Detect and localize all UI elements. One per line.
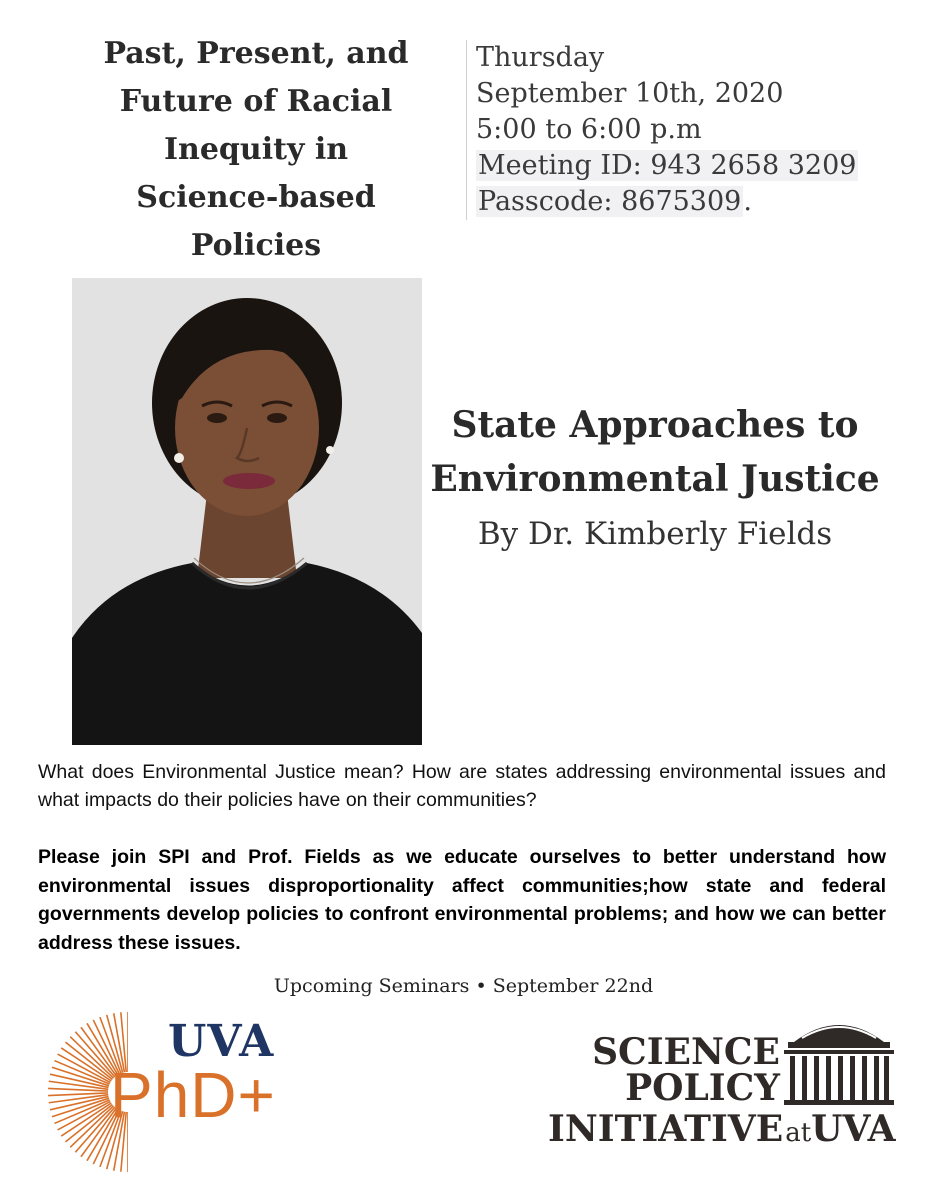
spi-logo (548, 1012, 898, 1157)
invitation: Please join SPI and Prof. Fields as we educate ourselves to better understand how environmental issues disproportionality affect communities;how state and federal governments develop policies to confront environmental problems; and how we can better address these issues. (38, 846, 886, 954)
speaker-photo (72, 278, 422, 745)
passcode-period: . (743, 186, 752, 217)
description: What does Environmental Justice mean? How are states addressing environmental issues and what impacts do their policies have on their communities? (38, 761, 886, 811)
rotunda-icon (780, 1012, 898, 1107)
spi-line-policy: POLICY (625, 1067, 780, 1109)
spi-bottom-line (548, 1108, 896, 1150)
upcoming-seminars (0, 975, 927, 997)
speaker-portrait (72, 278, 422, 745)
talk-title-line: Environmental Justice (430, 458, 880, 500)
talk-title-line: State Approaches to (451, 404, 859, 446)
event-time: 5:00 to 6:00 p.m (476, 114, 702, 145)
uva-phd-logo (28, 1010, 298, 1175)
spi-uva: UVA (811, 1108, 896, 1150)
series-title-line: Science-based (136, 180, 376, 215)
event-date: September 10th, 2020 (476, 78, 784, 109)
talk-title (430, 398, 880, 560)
sunburst-ray (54, 1061, 109, 1085)
spi-wordmark (548, 1031, 780, 1109)
spi-line-initiative: INITIATIVE (548, 1108, 784, 1150)
spi-line-science: SCIENCE (592, 1031, 780, 1073)
uva-wordmark: UVA (168, 1016, 275, 1067)
upcoming-text: Upcoming Seminars • September 22nd (273, 975, 654, 997)
event-day: Thursday (476, 42, 605, 73)
passcode[interactable]: Passcode: 8675309 (478, 186, 742, 217)
spi-at: at (785, 1118, 812, 1148)
series-title-line: Past, Present, and (103, 36, 409, 71)
series-title-line: Policies (190, 228, 322, 263)
series-title-line: Inequity in (163, 132, 349, 167)
series-title (88, 30, 424, 270)
series-title-line: Future of Racial (119, 84, 393, 119)
phd-plus-wordmark: PhD+ (110, 1059, 276, 1131)
event-details (466, 40, 858, 220)
sunburst-ray (54, 1100, 109, 1124)
speaker-byline: By Dr. Kimberly Fields (477, 516, 833, 552)
meeting-id[interactable]: Meeting ID: 943 2658 3209 (478, 150, 857, 181)
